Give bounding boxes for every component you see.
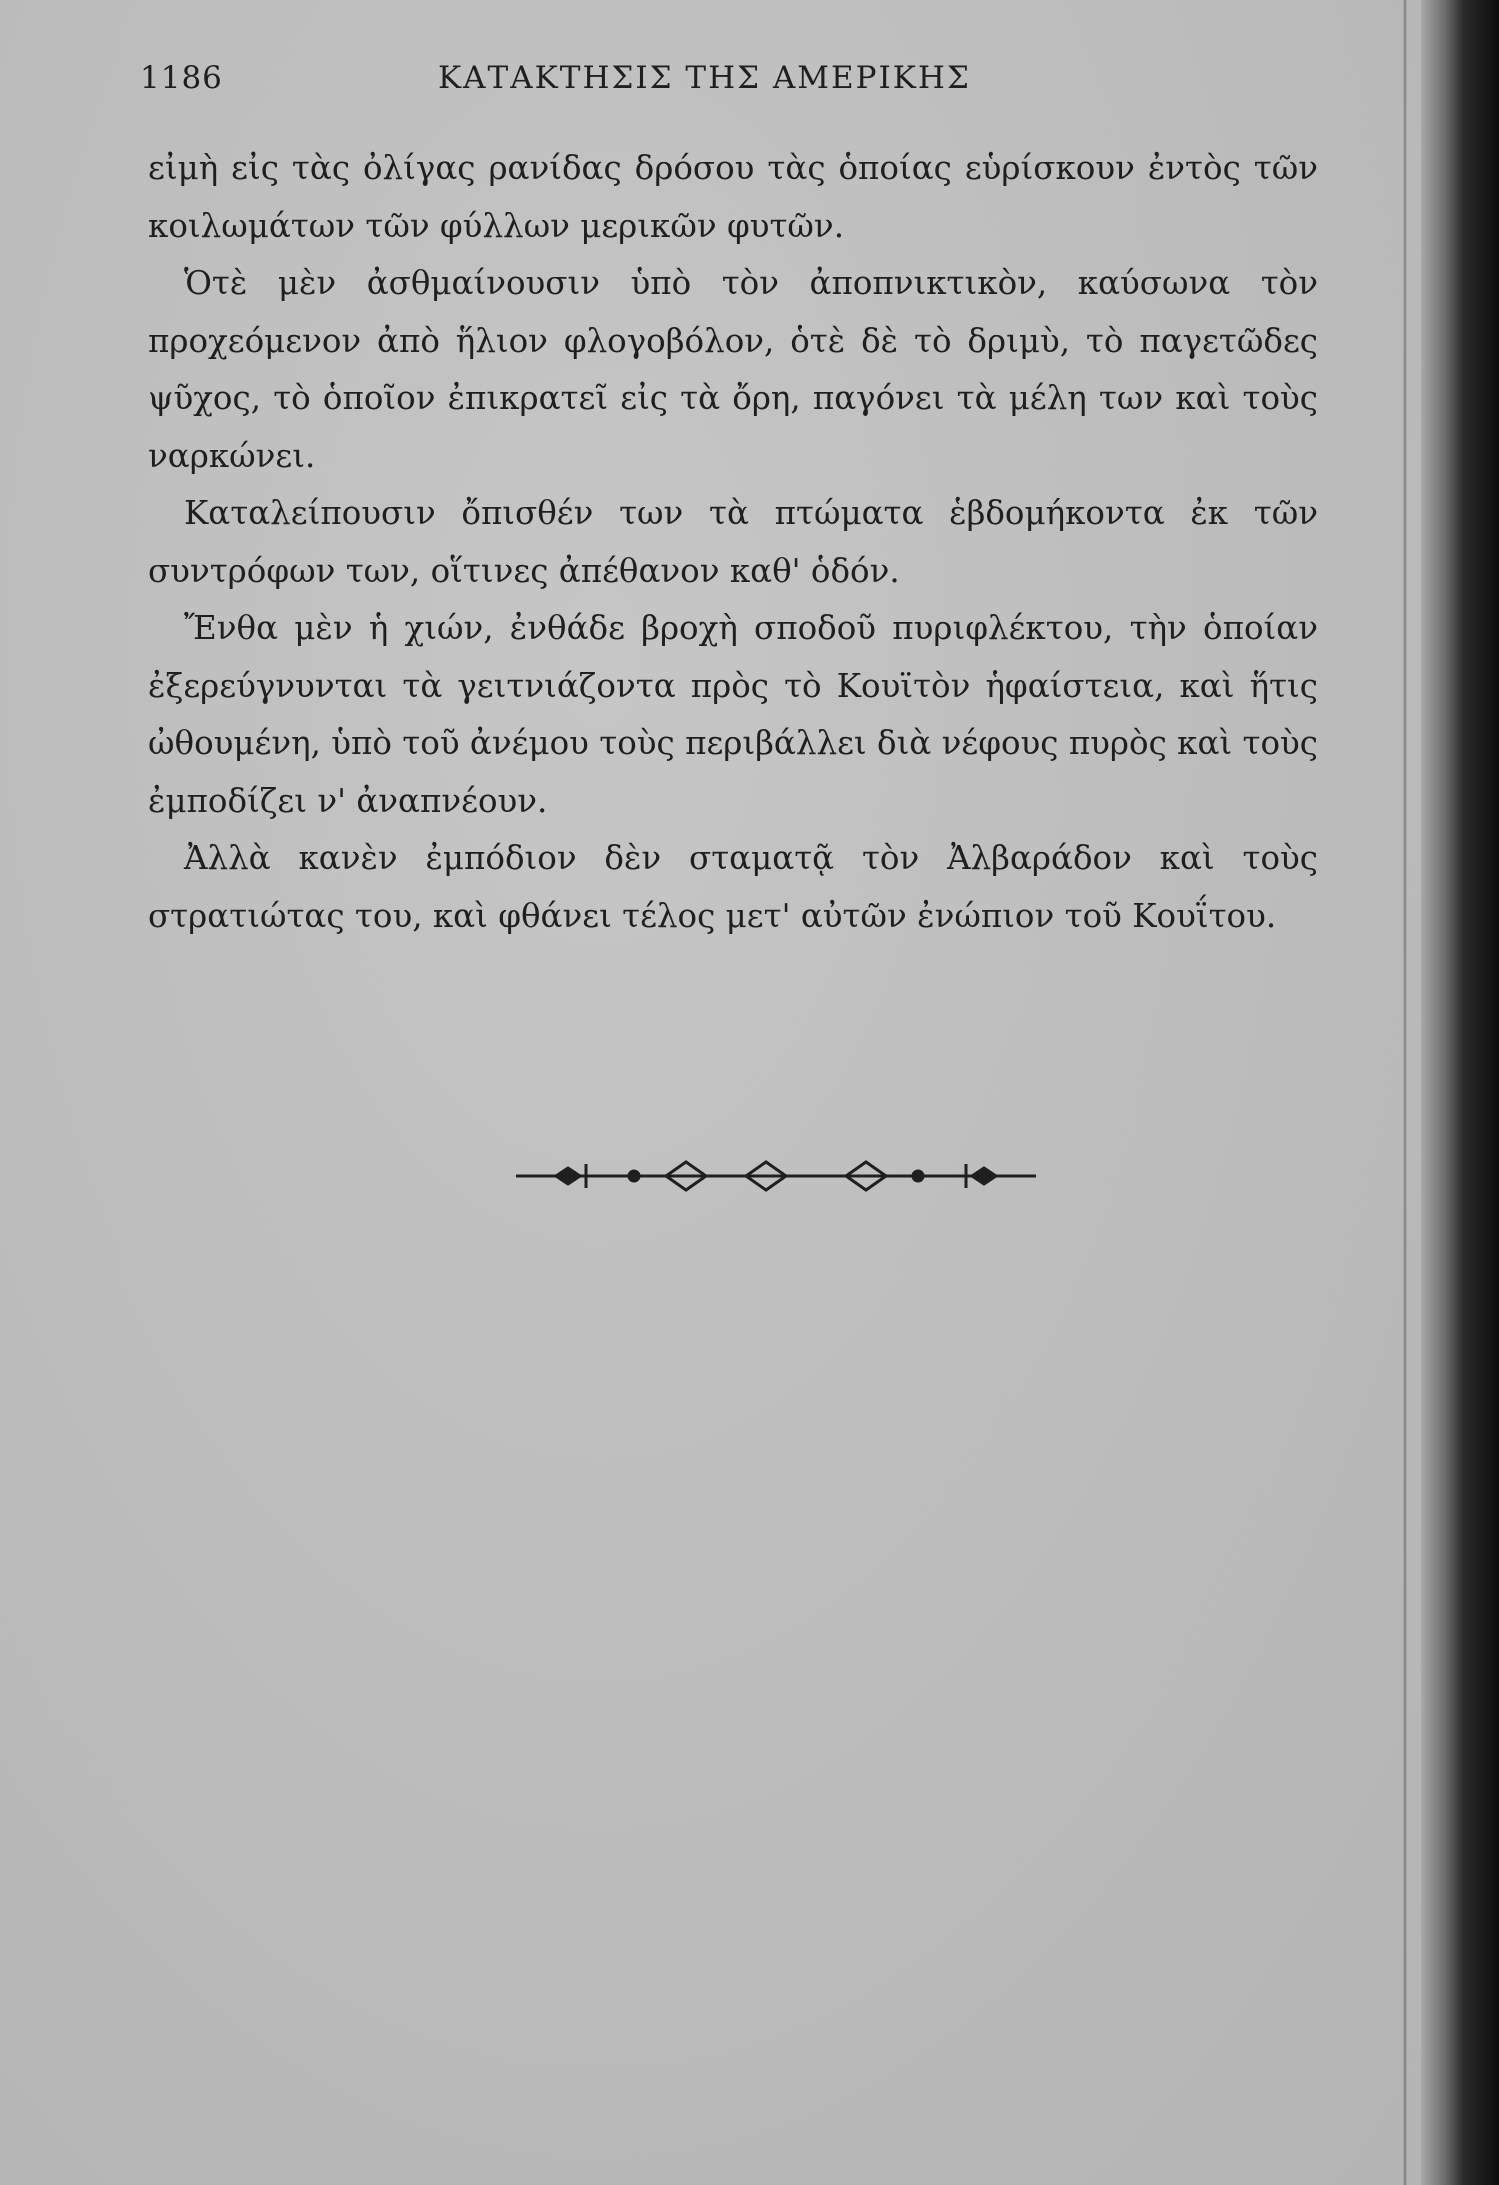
- paragraph-1: εἰμὴ εἰς τὰς ὀλίγας ρανίδας δρόσου τὰς ὁποίας εὑρίσκουν ἐντὸς τῶν κοιλωμάτων τῶν φύλλων μερικῶν φυτῶν.: [148, 149, 1318, 245]
- page-content: [140, 52, 1318, 945]
- paragraph-5: Ἀλλὰ κανὲν ἐμπόδιον δὲν σταματᾷ τὸν Ἀλβαράδον καὶ τοὺς στρατιώτας του, καὶ φθάνει τέλος μετ' αὐτῶν ἐνώπιον τοῦ Κουΐτου.: [148, 839, 1318, 935]
- paragraph-4: Ἔνθα μὲν ἡ χιών, ἐνθάδε βροχὴ σποδοῦ πυριφλέκτου, τὴν ὁποίαν ἐξερεύγνυνται τὰ γειτνιάζοντα πρὸς τὸ Κουϊτὸν ἡφαίστεια, καὶ ἥτις ὠθουμένη, ὑπὸ τοῦ ἀνέμου τοὺς περιβάλλει διὰ νέφους πυρὸς καὶ τοὺς ἐμποδίζει ν' ἀναπνέουν.: [148, 609, 1318, 820]
- book-gutter: [1421, 0, 1499, 2185]
- end-of-chapter-ornament-icon: [516, 1156, 1036, 1196]
- page-fold-shadow: [1403, 0, 1407, 2185]
- paragraph-3: Καταλείπουσιν ὄπισθέν των τὰ πτώματα ἑβδομήκοντα ἐκ τῶν συντρόφων των, οἵτινες ἀπέθανον καθ' ὁδόν.: [148, 494, 1318, 590]
- body-text: [148, 140, 1318, 945]
- running-head: ΚΑΤΑΚΤΗΣΙΣ ΤΗΣ ΑΜΕΡΙΚΗΣ: [438, 60, 971, 96]
- page-header: [140, 52, 1318, 112]
- paragraph-2: Ὁτὲ μὲν ἀσθμαίνουσιν ὑπὸ τὸν ἀποπνικτικὸν, καύσωνα τὸν προχεόμενον ἀπὸ ἥλιον φλογοβόλον, ὁτὲ δὲ τὸ δριμὺ, τὸ παγετῶδες ψῦχος, τὸ ὁποῖον ἐπικρατεῖ εἰς τὰ ὄρη, παγόνει τὰ μέλη των καὶ τοὺς ναρκώνει.: [148, 264, 1318, 475]
- page-number: 1186: [140, 60, 223, 96]
